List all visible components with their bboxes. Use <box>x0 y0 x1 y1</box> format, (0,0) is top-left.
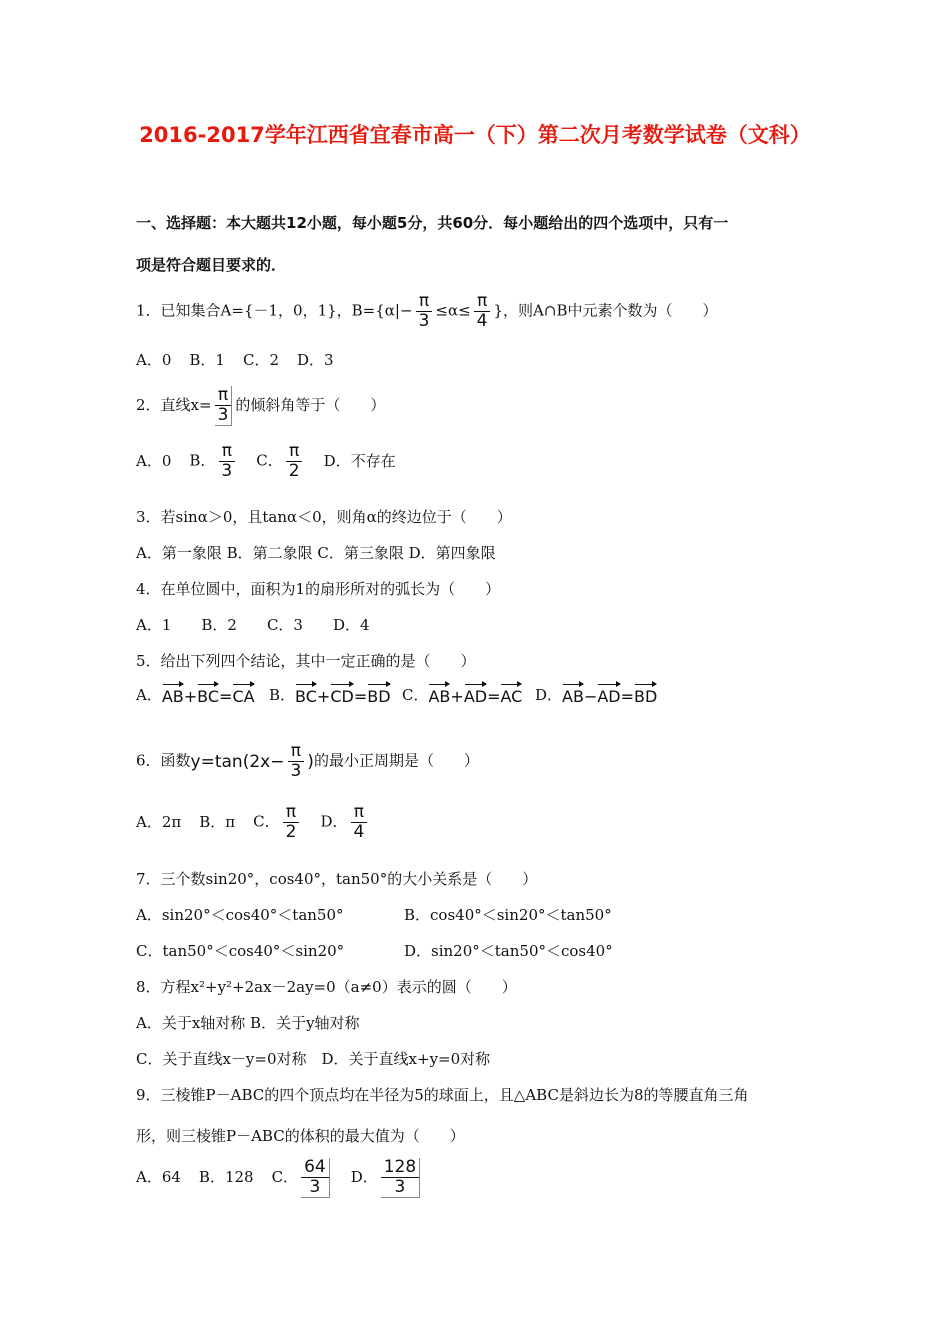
q2-text-pre: 2．直线x= <box>136 396 212 414</box>
question-9-line1: 9．三棱锥P－ABC的四个顶点均在半径为5的球面上，且△ABC是斜边长为8的等腰直角三角 <box>136 1086 749 1104</box>
q1-option-b: B．1 <box>189 351 225 369</box>
question-8: 8．方程x²+y²+2ax－2ay=0（a≠0）表示的圆（ ） <box>136 978 517 996</box>
q7-options-cd <box>136 940 613 961</box>
fraction-pi-over-4: $\frac{\pi}{4}$ <box>474 292 491 331</box>
q1-option-d: D．3 <box>297 351 334 369</box>
fraction-128-over-3: $\frac{128}{3}$ <box>381 1158 420 1198</box>
q7-option-a: A．sin20°＜cos40°＜tan50° <box>136 906 344 924</box>
page-title: 2016-2017学年江西省宜春市高一（下）第二次月考数学试卷（文科） <box>139 123 811 147</box>
tan-function-expression: y=tan(2x− $\frac{\pi}{3}$ ) <box>190 741 314 781</box>
q2-option-a: A．0 <box>136 451 172 470</box>
q5-options <box>136 684 657 706</box>
q9-option-a: A．64 <box>136 1168 181 1186</box>
q9-option-c: C． $\frac{64}{3}$ <box>272 1158 333 1198</box>
q6-text-post: 的最小正周期是（ ） <box>313 751 479 770</box>
question-4: 4．在单位圆中，面积为1的扇形所对的弧长为（ ） <box>136 580 501 598</box>
q1-text-mid: ≤α≤ <box>435 301 471 320</box>
fraction-pi-over-2: $\frac{\pi}{2}$ <box>286 442 303 481</box>
question-1 <box>136 292 717 331</box>
question-5: 5．给出下列四个结论，其中一定正确的是（ ） <box>136 652 476 670</box>
q1-option-c: C．2 <box>242 351 279 369</box>
q1-text-pre: 1．已知集合A={－1，0，1}，B={α|− <box>136 301 413 320</box>
q6-text-pre: 6．函数 <box>136 751 191 770</box>
q3-options: A．第一象限 B．第二象限 C．第三象限 D．第四象限 <box>136 544 496 562</box>
section-heading-line2: 项是符合题目要求的． <box>136 256 287 274</box>
q1-options <box>136 349 352 370</box>
question-2 <box>136 386 385 426</box>
question-7: 7．三个数sin20°，cos40°，tan50°的大小关系是（ ） <box>136 870 538 888</box>
q2-option-c: C． $\frac{\pi}{2}$ <box>256 442 305 481</box>
fraction-pi-over-3: $\frac{\pi}{3}$ <box>416 292 433 331</box>
q8-options-cd: C．关于直线x－y=0对称 D．关于直线x+y=0对称 <box>136 1050 491 1068</box>
question-3: 3．若sinα＞0，且tanα＜0，则角α的终边位于（ ） <box>136 508 512 526</box>
q2-options <box>136 442 414 481</box>
fraction-pi-over-3: $\frac{\pi}{3}$ <box>215 386 233 426</box>
q6-option-a: A．2π <box>136 812 182 831</box>
q5-option-c: C．AB+AD=AC <box>402 686 523 706</box>
q6-option-c: C． $\frac{\pi}{2}$ <box>253 803 302 842</box>
vector-equation: AB+BC=CA <box>161 686 255 706</box>
q2-option-d: D．不存在 <box>323 451 396 470</box>
vector-equation: BC+CD=BD <box>295 686 391 706</box>
fraction-pi-over-4: $\frac{\pi}{4}$ <box>350 803 367 842</box>
q1-option-a: A．0 <box>136 351 172 369</box>
fraction-64-over-3: $\frac{64}{3}$ <box>301 1158 330 1198</box>
q5-option-d: D．AB−AD=BD <box>535 686 658 706</box>
question-9-line2: 形，则三棱锥P－ABC的体积的最大值为（ ） <box>136 1127 465 1145</box>
q5-option-a: A．AB+BC=CA <box>136 686 255 706</box>
q4-options: A．1 B．2 C．3 D．4 <box>136 616 370 634</box>
q8-options-ab: A．关于x轴对称 B．关于y轴对称 <box>136 1014 360 1032</box>
q7-option-d: D．sin20°＜tan50°＜cos40° <box>404 942 613 960</box>
q5-option-b: B．BC+CD=BD <box>269 686 391 706</box>
q9-option-d: D． $\frac{128}{3}$ <box>351 1158 423 1198</box>
q7-option-b: B．cos40°＜sin20°＜tan50° <box>404 906 612 924</box>
fraction-pi-over-3: $\frac{\pi}{3}$ <box>287 742 304 781</box>
q6-option-b: B．π <box>199 812 236 831</box>
q6-option-d: D． $\frac{\pi}{4}$ <box>320 803 370 842</box>
fraction-pi-over-3: $\frac{\pi}{3}$ <box>218 442 235 481</box>
q9-options <box>136 1158 441 1198</box>
q2-option-b: B． $\frac{\pi}{3}$ <box>189 442 238 481</box>
q9-option-b: B．128 <box>198 1168 254 1186</box>
fraction-pi-over-2: $\frac{\pi}{2}$ <box>283 803 300 842</box>
q1-text-post: }，则A∩B中元素个数为（ ） <box>493 301 718 320</box>
vector-equation: AB−AD=BD <box>562 686 658 706</box>
section-heading-line1: 一、选择题：本大题共12小题，每小题5分，共60分．每小题给出的四个选项中，只有一 <box>136 214 729 232</box>
q7-options-ab <box>136 904 612 925</box>
q2-text-post: 的倾斜角等于（ ） <box>235 396 386 414</box>
q7-option-c: C．tan50°＜cos40°＜sin20° <box>136 942 345 960</box>
q6-options <box>136 803 388 842</box>
question-6 <box>136 742 479 781</box>
vector-equation: AB+AD=AC <box>428 686 523 706</box>
